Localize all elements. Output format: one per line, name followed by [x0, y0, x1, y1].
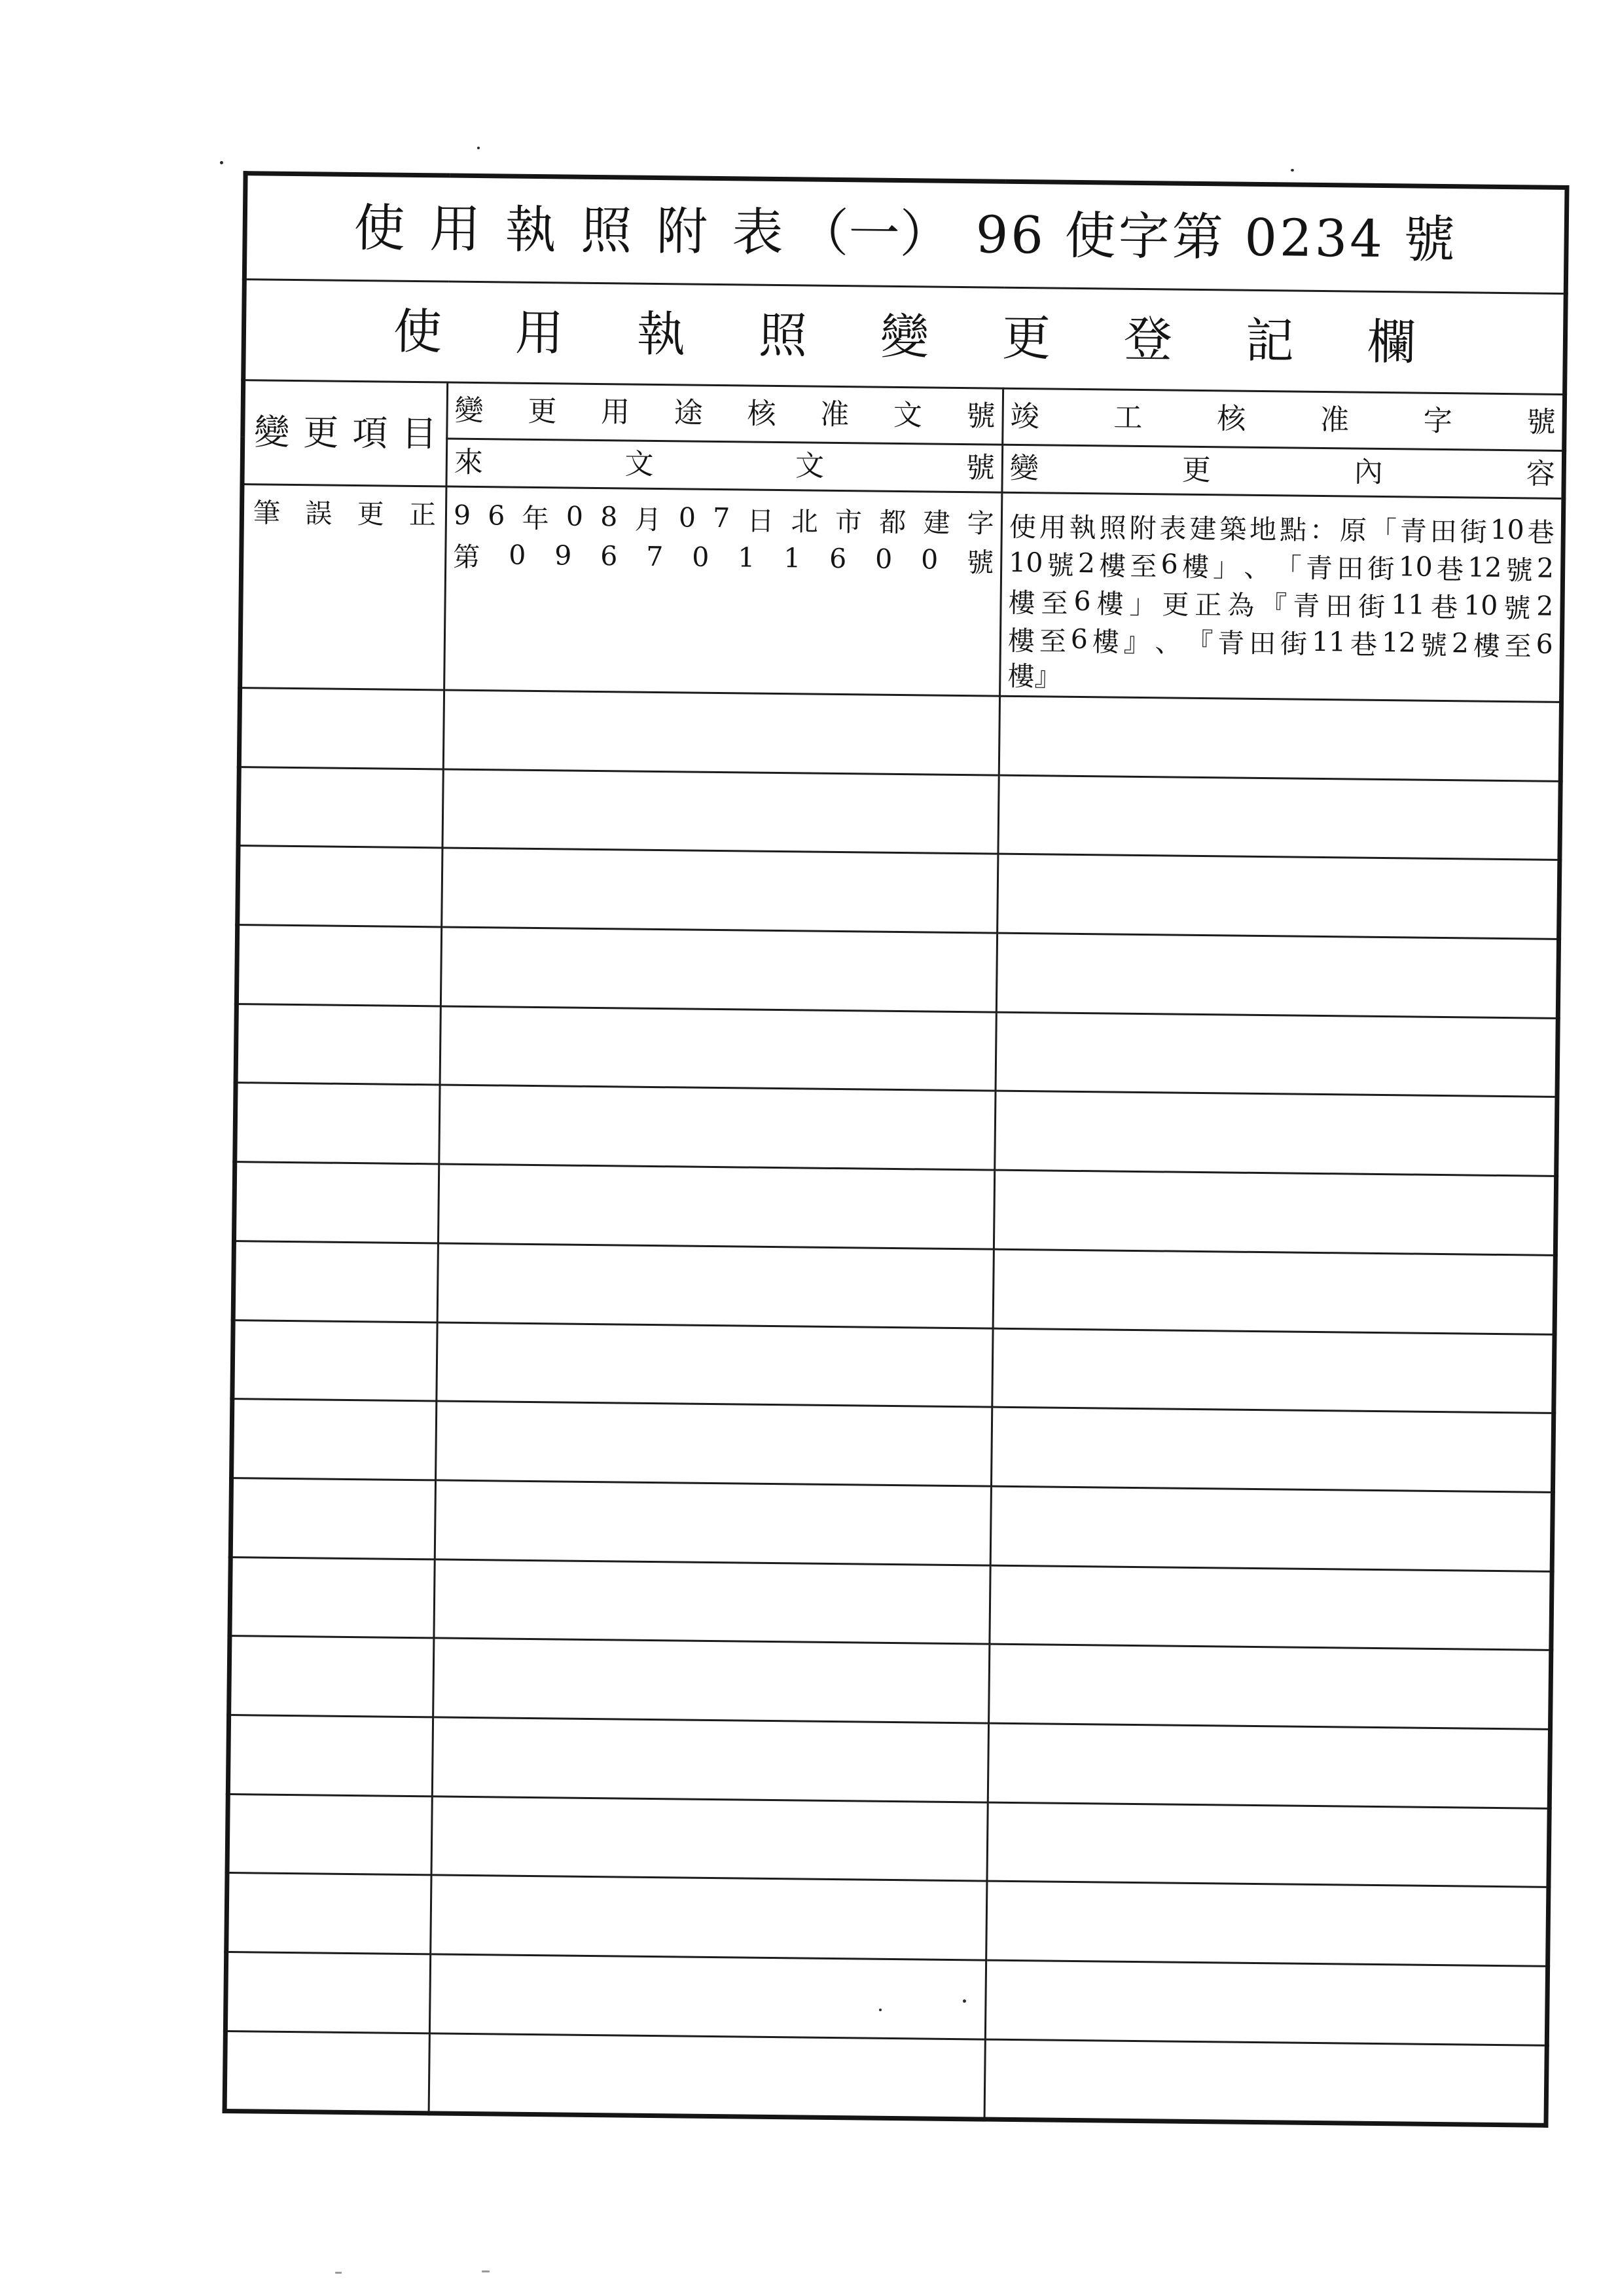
register-heading: [393, 303, 1416, 371]
glyph: 照: [758, 307, 808, 364]
empty-cell: [991, 1407, 1553, 1492]
glyph: 10: [1463, 589, 1498, 621]
glyph: 變: [880, 308, 929, 365]
glyph: 田: [1429, 515, 1457, 547]
empty-cell: [984, 2039, 1547, 2126]
table-row: [236, 1004, 1558, 1097]
glyph: 青: [1399, 515, 1428, 547]
glyph: 為: [1227, 589, 1255, 621]
glyph: 『: [1260, 589, 1287, 621]
glyph: 內: [1354, 455, 1384, 489]
glyph: 至: [1039, 625, 1067, 657]
empty-cell: [436, 1401, 992, 1486]
content-line: 樓』: [1007, 660, 1062, 693]
glyph: 欄: [1367, 314, 1416, 371]
glyph: 『: [1186, 627, 1214, 659]
table-row: [238, 846, 1560, 939]
empty-cell: [995, 1091, 1557, 1176]
empty-cell: [429, 1954, 986, 2039]
content-line: [1009, 505, 1555, 549]
glyph: 登: [1123, 311, 1173, 368]
glyph: 築: [1219, 513, 1247, 545]
header-change-content: [1003, 451, 1562, 491]
glyph: 12: [1467, 551, 1502, 583]
doc-number-block: [446, 488, 1001, 580]
empty-cell: [232, 1399, 437, 1480]
change-content-block: [1001, 494, 1561, 701]
glyph: 」: [1129, 588, 1157, 620]
table-row: [228, 1715, 1550, 1808]
glyph: 街: [1280, 627, 1308, 660]
glyph: 使: [353, 198, 406, 259]
glyph: 街: [1460, 515, 1487, 548]
empty-cell: [988, 1723, 1550, 1808]
glyph: 容: [1526, 457, 1556, 491]
header-completion-no-cell: [1003, 388, 1565, 450]
glyph: 工: [1113, 401, 1143, 435]
glyph: 變: [454, 393, 484, 428]
glyph: 更: [302, 412, 339, 454]
glyph: 6: [488, 500, 505, 532]
empty-cell: [990, 1486, 1553, 1571]
empty-cell: [228, 1715, 433, 1796]
glyph: 2: [1536, 552, 1555, 584]
glyph: 11: [1311, 625, 1346, 658]
empty-cell: [225, 1952, 430, 2033]
glyph: 號: [1505, 554, 1533, 586]
empty-cell: [989, 1644, 1551, 1729]
table-row: [234, 1162, 1556, 1256]
glyph: 點: [1279, 513, 1307, 546]
glyph: 號: [966, 399, 996, 433]
glyph: 「: [1369, 515, 1397, 547]
empty-cell: [239, 688, 444, 769]
glyph: 用: [514, 304, 564, 361]
glyph: 巷: [1350, 628, 1378, 661]
glyph: 、: [1155, 626, 1182, 659]
glyph: 正: [408, 498, 437, 531]
empty-cell: [235, 1083, 440, 1164]
glyph: 建: [923, 506, 950, 539]
glyph: 執: [505, 200, 557, 260]
empty-cell: [429, 2033, 985, 2120]
glyph: 更: [1181, 453, 1212, 488]
glyph: 田: [1336, 552, 1364, 585]
glyph: 2: [1536, 590, 1554, 622]
glyph: 照: [1099, 511, 1126, 544]
scan-speck: [1291, 169, 1294, 172]
glyph: 2: [1077, 547, 1096, 579]
empty-cell: [998, 854, 1560, 939]
glyph: 9: [453, 499, 471, 531]
glyph: 筆: [253, 497, 281, 529]
glyph: 1: [737, 541, 755, 574]
glyph: 樓: [1092, 625, 1119, 658]
header-change-content-cell: [1002, 445, 1564, 498]
glyph: 青: [1292, 590, 1320, 622]
title-row: [244, 173, 1567, 294]
empty-cell: [985, 1960, 1547, 2045]
glyph: 0: [691, 541, 710, 573]
permit-number: 96 使字第 0234 號: [975, 205, 1458, 270]
empty-cell: [432, 1717, 988, 1802]
header-change-item-cell: [242, 380, 448, 486]
glyph: 使: [1009, 511, 1037, 543]
doc-line: [454, 496, 995, 541]
empty-cell: [433, 1638, 990, 1723]
glyph: 7: [645, 540, 664, 573]
glyph: 樓: [1098, 549, 1126, 582]
empty-cell: [431, 1796, 988, 1882]
glyph: 號: [1503, 592, 1531, 624]
glyph: 執: [636, 306, 686, 363]
glyph: 7: [712, 501, 730, 534]
glyph: 8: [600, 501, 618, 533]
register-heading-cell: [243, 280, 1566, 395]
empty-cell: [434, 1559, 990, 1644]
glyph: 號: [1047, 549, 1074, 581]
glyph: 街: [1367, 553, 1395, 585]
content-line: [1008, 581, 1554, 625]
glyph: 用: [1039, 511, 1067, 543]
glyph: 更: [1001, 310, 1051, 367]
table-row: [226, 1873, 1549, 1967]
scan-speck: [963, 1999, 966, 2003]
glyph: 0: [874, 543, 893, 575]
empty-cell: [442, 848, 998, 933]
glyph: 號: [965, 451, 996, 485]
glyph: 1: [783, 542, 801, 574]
content-line: [1008, 619, 1554, 663]
table-row: [240, 484, 1564, 702]
empty-cell: [229, 1636, 434, 1717]
glyph: 至: [1041, 587, 1068, 619]
empty-cell: [435, 1480, 991, 1565]
glyph: 』: [1123, 626, 1151, 658]
doc-line: [453, 535, 994, 580]
glyph: 樓: [1007, 625, 1035, 657]
glyph: 12: [1381, 626, 1416, 659]
glyph: 9: [554, 539, 572, 572]
empty-cell: [227, 1794, 432, 1875]
change-register-table: [223, 171, 1570, 2128]
scan-speck: [482, 2270, 490, 2272]
scan-speck: [879, 2009, 882, 2011]
glyph: 字: [967, 507, 994, 539]
empty-cell: [987, 1802, 1549, 1887]
empty-cell: [233, 1241, 438, 1322]
glyph: 10: [1398, 551, 1433, 583]
glyph: 6: [1536, 628, 1553, 660]
table-row: [229, 1636, 1551, 1730]
glyph: 樓: [1008, 587, 1035, 619]
cell-change-item: [240, 484, 446, 690]
header-approval-doc-no: [448, 393, 1001, 433]
glyph: 田: [1325, 590, 1353, 622]
glyph: 記: [1245, 312, 1295, 370]
empty-cell: [232, 1320, 437, 1401]
empty-cell: [437, 1322, 993, 1407]
empty-cell: [440, 1006, 996, 1091]
empty-cell: [996, 1012, 1558, 1097]
table-row: [225, 2031, 1547, 2126]
glyph: 使: [393, 303, 442, 360]
table-row: [239, 688, 1561, 782]
glyph: 6: [1070, 623, 1088, 655]
header-approval-doc-no-cell: [447, 382, 1003, 445]
empty-cell: [443, 690, 999, 775]
glyph: 核: [747, 396, 776, 431]
glyph: 變: [254, 411, 290, 453]
empty-cell: [238, 767, 443, 848]
glyph: 原: [1339, 514, 1367, 547]
empty-cell: [238, 846, 442, 927]
glyph: 6: [829, 542, 847, 575]
empty-cell: [998, 775, 1560, 860]
glyph: 地: [1249, 513, 1277, 545]
glyph: 文: [624, 447, 654, 481]
empty-cell: [990, 1565, 1552, 1650]
glyph: 「: [1274, 551, 1302, 584]
empty-cell: [986, 1881, 1549, 1966]
empty-cell: [442, 769, 999, 854]
glyph: 字: [1423, 404, 1453, 438]
glyph: 田: [1248, 627, 1276, 659]
glyph: 准: [819, 397, 850, 431]
table-row: [236, 925, 1558, 1019]
glyph: 2: [1451, 627, 1469, 659]
table-row: [232, 1320, 1555, 1413]
table-row: [233, 1241, 1555, 1334]
glyph: 文: [893, 398, 923, 432]
glyph: 目: [401, 412, 437, 455]
glyph: 都: [878, 506, 907, 538]
empty-cell: [999, 696, 1561, 781]
empty-cell: [438, 1164, 994, 1249]
empty-cell: [234, 1162, 439, 1243]
glyph: 竣: [1010, 399, 1039, 433]
glyph: 執: [1069, 511, 1096, 543]
glyph: 至: [1130, 550, 1157, 582]
glyph: 准: [1320, 403, 1350, 437]
empty-cell: [437, 1243, 994, 1328]
title-line: [247, 198, 1564, 270]
glyph: 0: [920, 543, 939, 575]
table-row: [230, 1557, 1552, 1650]
empty-cell: [236, 925, 441, 1006]
glyph: 巷: [1430, 591, 1458, 623]
scan-speck: [220, 161, 223, 164]
empty-cell: [994, 1170, 1556, 1255]
table-row: [232, 1399, 1554, 1493]
glyph: 表: [1159, 512, 1187, 545]
glyph: 6: [1073, 585, 1091, 617]
empty-cell: [996, 933, 1558, 1018]
glyph: 第: [453, 541, 480, 573]
header-incoming-doc-no: [448, 445, 1001, 485]
content-line: [1009, 543, 1555, 587]
scan-speck: [477, 147, 480, 149]
glyph: 樓: [1473, 630, 1501, 662]
glyph: 市: [835, 505, 863, 538]
scan-speck: [335, 2272, 342, 2274]
glyph: 建: [1189, 513, 1217, 545]
glyph: 北: [791, 505, 818, 538]
table-row: [227, 1794, 1549, 1887]
header-incoming-doc-no-cell: [446, 439, 1003, 492]
glyph: 樓: [1181, 551, 1210, 583]
glyph: 更: [357, 498, 384, 530]
glyph: 日: [747, 504, 774, 537]
glyph: 正: [1195, 589, 1222, 621]
glyph: 青: [1305, 552, 1333, 584]
table-row: [225, 1952, 1547, 2046]
table-row: [238, 767, 1560, 860]
cell-doc-number: [444, 486, 1002, 696]
glyph: 表: [732, 202, 784, 263]
glyph: 更: [528, 394, 557, 428]
empty-cell: [993, 1249, 1555, 1334]
header-completion-no: [1003, 399, 1562, 439]
empty-cell: [440, 927, 997, 1012]
form-name: [353, 198, 784, 263]
glyph: 0: [508, 539, 526, 571]
change-item-text: [244, 485, 446, 529]
glyph: 用: [600, 395, 630, 429]
header-change-item: [245, 411, 446, 455]
empty-cell: [431, 1875, 987, 1960]
glyph: 年: [522, 502, 549, 534]
empty-cell: [236, 1004, 440, 1085]
form-title: [244, 173, 1567, 294]
glyph: 號: [966, 546, 994, 579]
glyph: ：: [1309, 514, 1337, 546]
glyph: 青: [1217, 627, 1245, 659]
glyph: 至: [1504, 630, 1532, 662]
empty-cell: [230, 1557, 435, 1638]
glyph: 照: [580, 201, 632, 261]
glyph: 號: [1420, 629, 1448, 661]
glyph: 10: [1490, 513, 1525, 546]
glyph: 途: [674, 395, 704, 430]
heading-row: [243, 280, 1566, 395]
empty-cell: [992, 1328, 1555, 1413]
glyph: 樓: [1096, 587, 1124, 620]
glyph: 10: [1008, 546, 1043, 579]
glyph: 附: [1129, 512, 1157, 544]
glyph: 文: [795, 449, 825, 483]
empty-cell: [226, 1873, 431, 1954]
glyph: 變: [1009, 451, 1039, 486]
glyph: 」: [1212, 551, 1240, 583]
glyph: 更: [1162, 588, 1189, 621]
glyph: 0: [566, 500, 584, 532]
glyph: 核: [1216, 401, 1246, 436]
glyph: 巷: [1527, 516, 1555, 549]
empty-cell: [439, 1085, 996, 1170]
glyph: 附: [656, 202, 708, 262]
glyph: 號: [1526, 405, 1556, 439]
glyph: 用: [429, 199, 481, 259]
table-row: [230, 1478, 1553, 1571]
glyph: 月: [634, 503, 662, 536]
glyph: 0: [678, 501, 696, 534]
permit-form: [223, 171, 1569, 2073]
glyph: 巷: [1436, 553, 1464, 585]
glyph: 6: [600, 540, 618, 572]
glyph: 誤: [305, 498, 333, 530]
glyph: 街: [1357, 591, 1386, 623]
form-part: （一）: [797, 203, 952, 264]
glyph: 6: [1160, 548, 1179, 580]
cell-change-content: [1000, 492, 1564, 702]
empty-cell: [225, 2031, 429, 2113]
table-row: [235, 1083, 1557, 1176]
empty-cell: [230, 1478, 435, 1559]
glyph: 項: [351, 412, 388, 454]
glyph: 、: [1244, 551, 1271, 583]
glyph: 11: [1390, 589, 1426, 621]
glyph: 來: [454, 445, 484, 480]
